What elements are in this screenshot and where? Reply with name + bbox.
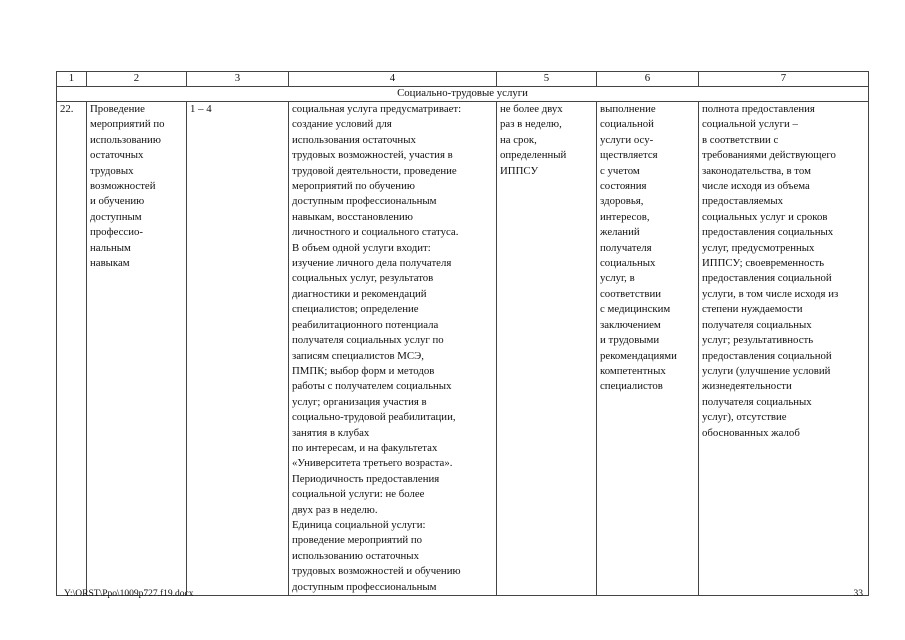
section-row xyxy=(57,87,869,102)
section-title: Социально-трудовые услуги xyxy=(57,87,869,102)
service-quality: полнота предоставления социальной услуги – в соответствии с требованиями действующего законодательства, в том числе исходя из объема предоставляемых социальных услуг и сроков предоставления социальных услуг, предусмотренных ИППСУ; своевременность предоставления социальной услуги, в том числе исходя из степени нуждаемости получателя социальных услуг; результативность предоставления социальной услуги (улучшение условий жизнедеятельности получателя социальных услуг), отсутствие обоснованных жалоб xyxy=(699,102,869,596)
column-number-row xyxy=(57,72,869,87)
column-number: 7 xyxy=(699,72,869,87)
table-row xyxy=(57,102,869,596)
service-frequency: не более двух раз в неделю, на срок, определенный ИППСУ xyxy=(497,102,597,596)
service-name: Проведение мероприятий по использованию остаточных трудовых возможностей и обучению доступным профессио- нальным навыкам xyxy=(87,102,187,596)
service-table xyxy=(56,71,869,596)
column-number: 4 xyxy=(289,72,497,87)
service-conditions: выполнение социальной услуги осу- ществляется с учетом состояния здоровья, интересов, желаний получателя социальных услуг, в соответствии с медицинским заключением и трудовыми рекомендациями компетентных специалистов xyxy=(597,102,699,596)
row-number: 22. xyxy=(57,102,87,596)
column-number: 5 xyxy=(497,72,597,87)
column-number: 6 xyxy=(597,72,699,87)
column-number: 1 xyxy=(57,72,87,87)
service-description: социальная услуга предусматривает: создание условий для использования остаточных трудовых возможностей, участия в трудовой деятельности, проведение мероприятий по обучению доступным профессиональным навыкам, восстановлению личностного и социального статуса. В объем одной услуги входит: изучение личного дела получателя социальных услуг, результатов диагностики и рекомендаций специалистов; определение реабилитационного потенциала получателя социальных услуг по записям специалистов МСЭ, ПМПК; выбор форм и методов работы с получателем социальных услуг; организация участия в социально-трудовой реабилитации, занятия в клубах по интересам, и на факультетах «Университета третьего возраста». Периодичность предоставления социальной услуги: не более двух раз в неделю. Единица социальной услуги: проведение мероприятий по использованию остаточных трудовых возможностей и обучению доступным профессиональным xyxy=(289,102,497,596)
file-path: Y:\ORST\Ppo\1009p727.f19.docx xyxy=(64,589,194,599)
page-number: 33 xyxy=(853,589,863,599)
service-code: 1 – 4 xyxy=(187,102,289,596)
column-number: 3 xyxy=(187,72,289,87)
column-number: 2 xyxy=(87,72,187,87)
